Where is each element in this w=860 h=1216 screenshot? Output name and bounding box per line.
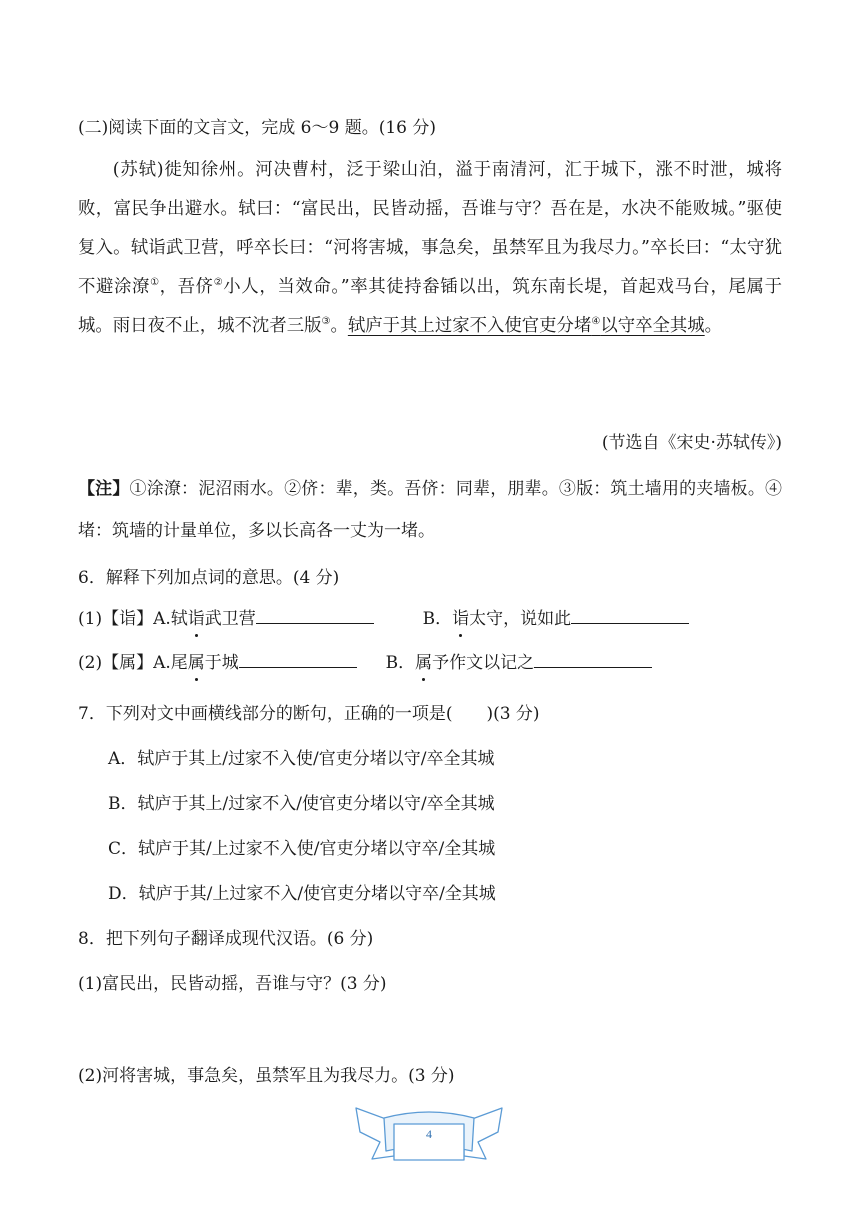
q6-row1-b-dot-word: 诣 — [452, 609, 470, 629]
q7-option-d[interactable]: D．轼庐于其/上过家不入/使官吏分堵以守卒/全其城 — [108, 884, 496, 904]
underlined-part-a: 轼庐于其上过家不入使官吏分堵 — [347, 316, 592, 336]
answer-blank[interactable] — [571, 607, 689, 624]
passage-text-2: ，吾侪 — [159, 277, 214, 297]
q6-row2-b-post: 予作文以记之 — [432, 653, 535, 673]
q6-row1-num: (1)【诣】 — [78, 609, 154, 629]
passage-text-1: (苏轼)徙知徐州。河决曹村，泛于梁山泊，溢于南清河，汇于城下，涨不时泄，城将败，富民争出避水。轼曰：“富民出，民皆动摇，吾谁与守？吾在是，水决不能败城。”驱使复入。轼诣武卫营，呼卒长曰：“河将害城，事急矣，虽禁军且为我尽力。”卒长曰：“太守犹不避涂潦 — [78, 160, 782, 297]
passage-text-4: 。 — [330, 316, 348, 336]
q6-row2-num: (2)【属】 — [78, 653, 154, 673]
note-mark-3: ③ — [321, 316, 331, 328]
q6-row-1 — [78, 607, 689, 630]
answer-blank[interactable] — [534, 651, 652, 668]
notes — [78, 468, 782, 552]
q6-row2-b-pre: B． — [385, 653, 416, 673]
q8-sentence-2: (2)河将害城，事急矣，虽禁军且为我尽力。(3 分) — [78, 1066, 455, 1086]
q8-sentence-1: (1)富民出，民皆动摇，吾谁与守？(3 分) — [78, 974, 387, 994]
source-citation: (节选自《宋史·苏轼传》) — [601, 433, 782, 453]
q6-row2-a-pre: A.尾 — [153, 653, 188, 673]
q6-row1-a-pre: A.轼 — [153, 609, 188, 629]
q6-row1-b-pre: B． — [422, 609, 453, 629]
q6-row2-b-dot-word: 属 — [415, 653, 433, 673]
q6-row1-a-dot-word: 诣 — [187, 609, 205, 629]
page-number-ribbon — [354, 1104, 504, 1162]
notes-label: 【注】 — [78, 479, 130, 499]
passage — [78, 151, 782, 346]
passage-text-3: 小人，当效命。”率其徒持畚锸以出，筑东南长堤，首起戏马台，尾属于城。雨日夜不止，城不沈者三版 — [78, 277, 782, 336]
q7-option-b[interactable]: B．轼庐于其上/过家不入/使官吏分堵以守/卒全其城 — [108, 794, 495, 814]
passage-text-5: 。 — [704, 316, 723, 336]
note-mark-4: ④ — [591, 316, 601, 328]
q7-option-a[interactable]: A．轼庐于其上/过家不入使/官吏分堵以守/卒全其城 — [108, 749, 495, 769]
page-number: 4 — [426, 1127, 432, 1141]
answer-blank[interactable] — [256, 607, 374, 624]
q7-option-c[interactable]: C．轼庐于其/上过家不入使/官吏分堵以守卒/全其城 — [108, 839, 496, 859]
q8-stem: 8．把下列句子翻译成现代汉语。(6 分) — [78, 929, 374, 949]
q6-row2-a-dot-word: 属 — [187, 653, 205, 673]
notes-text: ①涂潦：泥沼雨水。②侪：辈，类。吾侪：同辈，朋辈。③版：筑土墙用的夹墙板。④堵：筑墙的计量单位，多以长高各一丈为一堵。 — [78, 479, 783, 541]
q7-stem: 7．下列对文中画横线部分的断句，正确的一项是( )(3 分) — [78, 704, 540, 724]
q6-row2-a-post: 于城 — [204, 653, 239, 673]
q6-row1-b-post: 太守，说如此 — [469, 609, 572, 629]
section-header: (二)阅读下面的文言文，完成 6～9 题。(16 分) — [78, 118, 437, 138]
note-mark-1: ① — [150, 277, 160, 289]
answer-blank[interactable] — [239, 651, 357, 668]
q6-row1-a-post: 武卫营 — [204, 609, 256, 629]
note-mark-2: ② — [213, 277, 224, 289]
q6-row-2 — [78, 651, 652, 674]
q6-stem: 6．解释下列加点词的意思。(4 分) — [78, 568, 340, 588]
underlined-part-b: 以守卒全其城 — [600, 316, 705, 336]
underlined-sentence — [348, 316, 705, 336]
